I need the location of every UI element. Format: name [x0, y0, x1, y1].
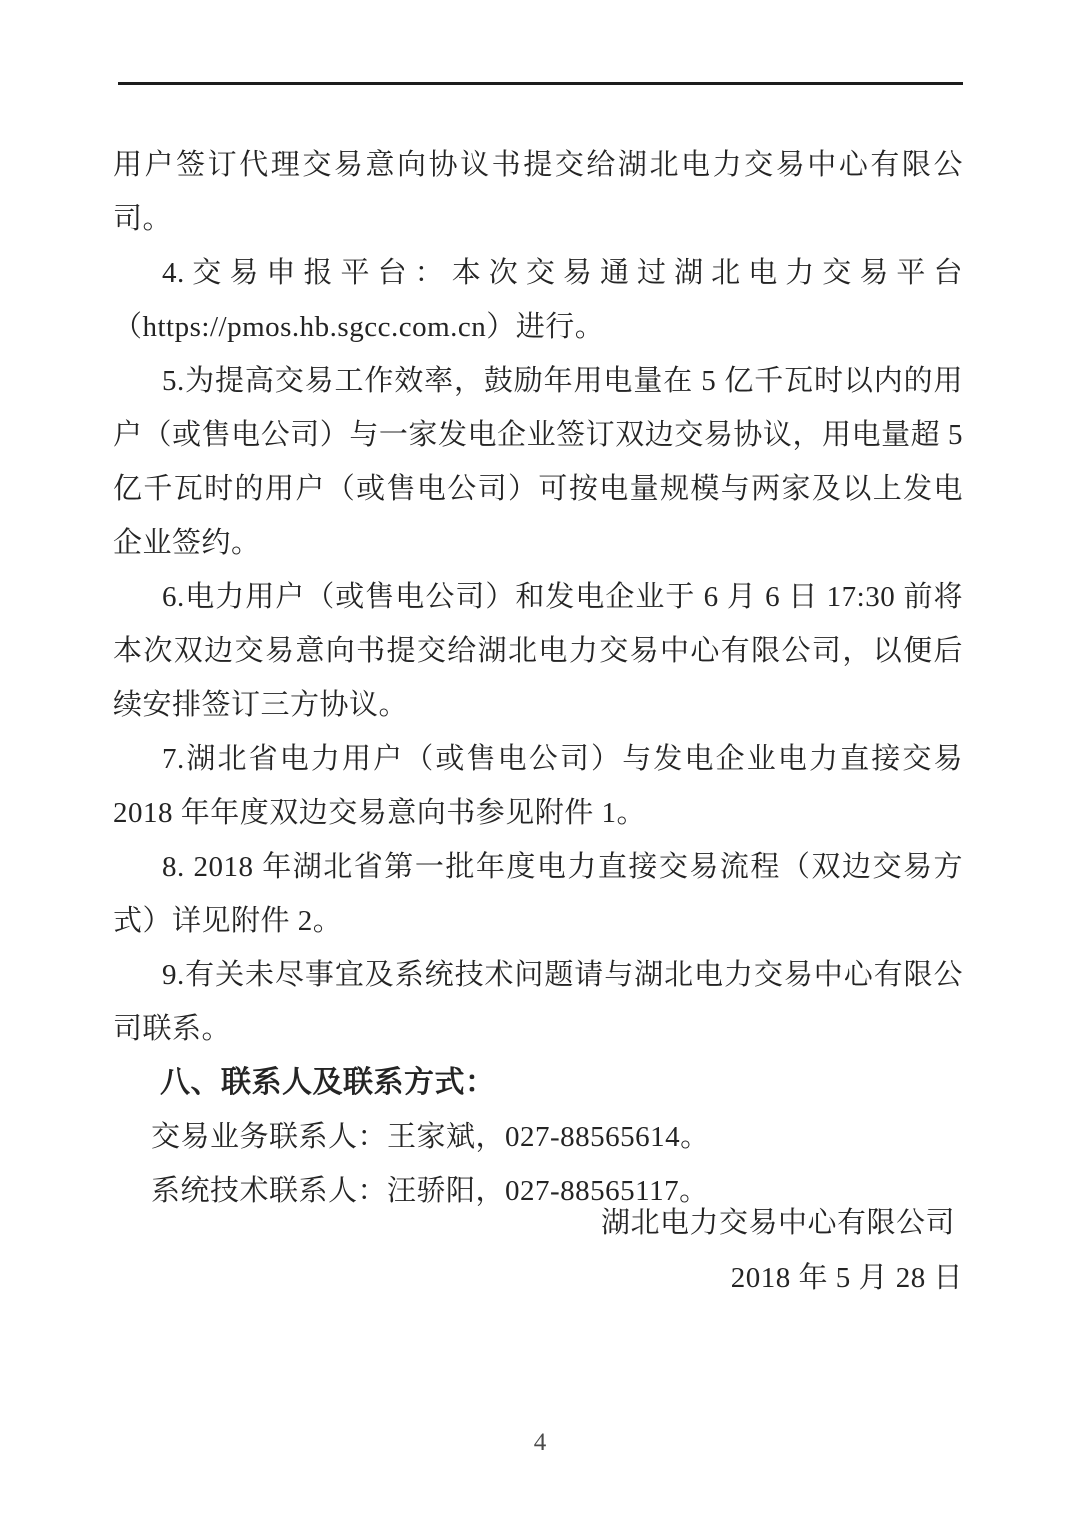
- signature-date: 2018 年 5 月 28 日: [730, 1262, 963, 1294]
- paragraph-item-7: 7.湖北省电力用户（或售电公司）与发电企业电力直接交易 2018 年年度双边交易意向书参见附件 1。: [113, 743, 963, 829]
- paragraph-item-4: 4.交易申报平台：本次交易通过湖北电力交易平台（https://pmos.hb.sgcc.com.cn）进行。: [113, 257, 963, 343]
- header-rule: [118, 82, 963, 85]
- contact-line-technical: 系统技术联系人：汪骄阳，027-88565117。: [151, 1175, 709, 1207]
- paragraph-item-8: 8. 2018 年湖北省第一批年度电力直接交易流程（双边交易方式）详见附件 2。: [113, 851, 963, 937]
- paragraph-item-5: 5.为提高交易工作效率，鼓励年用电量在 5 亿千瓦时以内的用户（或售电公司）与一家发电企业签订双边交易协议，用电量超 5 亿千瓦时的用户（或售电公司）可按电量规模与两家及以上发电企业签约。: [113, 365, 963, 559]
- paragraph-item-9: 9.有关未尽事宜及系统技术问题请与湖北电力交易中心有限公司联系。: [113, 959, 963, 1045]
- paragraph-item-6: 6.电力用户（或售电公司）和发电企业于 6 月 6 日 17:30 前将本次双边交易意向书提交给湖北电力交易中心有限公司，以便后续安排签订三方协议。: [113, 581, 963, 721]
- document-body: [113, 138, 963, 1218]
- paragraph-continuation: 用户签订代理交易意向协议书提交给湖北电力交易中心有限公司。: [113, 149, 963, 235]
- signature-organization: 湖北电力交易中心有限公司: [600, 1207, 955, 1239]
- signature-block: [601, 1196, 963, 1306]
- contact-line-business: 交易业务联系人：王家斌，027-88565614。: [151, 1121, 710, 1153]
- page-number: 4: [533, 1429, 547, 1456]
- section-heading-contacts: 八、联系人及联系方式：: [160, 1066, 496, 1099]
